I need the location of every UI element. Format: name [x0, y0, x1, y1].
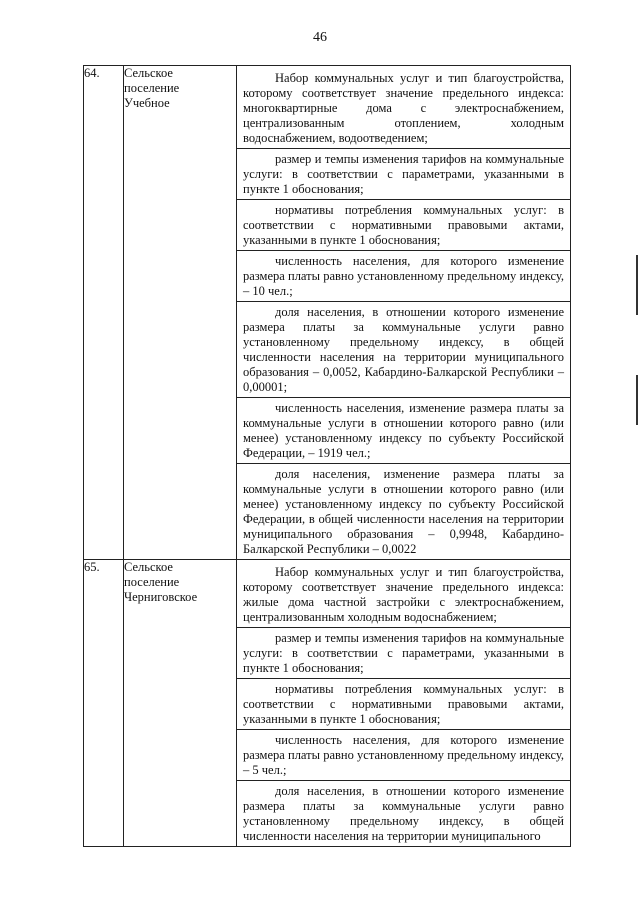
description-cell [237, 560, 571, 847]
settlement-name-line: поселение [124, 575, 180, 589]
settlement-name [124, 560, 237, 847]
row-number: 65. [84, 560, 124, 847]
settlement-name-line: Сельское [124, 66, 173, 80]
scan-edge-mark [636, 255, 638, 315]
settlement-name-line: Черниговское [124, 590, 198, 604]
description-paragraph: доля населения, в отношении которого изменение размера платы за коммунальные услуги равно установленному предельному индексу, в общей численности населения на территории муниципального [237, 780, 570, 846]
description-paragraph: нормативы потребления коммунальных услуг: в соответствии с нормативными правовыми актами, указанными в пункте 1 обоснования; [237, 199, 570, 250]
description-paragraph: Набор коммунальных услуг и тип благоустройства, которому соответствует значение предельного индекса: многоквартирные дома с электроснабжением, централизованным отоплением, холодным водоснабжением, водоотведением; [243, 71, 564, 145]
description-paragraph: размер и темпы изменения тарифов на коммунальные услуги: в соответствии с параметрами, указанными в пункте 1 обоснования; [237, 148, 570, 199]
settlement-name-line: Учебное [124, 96, 170, 110]
table-row [84, 560, 571, 847]
description-paragraph: численность населения, для которого изменение размера платы равно установленному предельному индексу, – 5 чел.; [237, 729, 570, 780]
scan-edge-mark [636, 375, 638, 425]
description-paragraph: нормативы потребления коммунальных услуг: в соответствии с нормативными правовыми актами, указанными в пункте 1 обоснования; [237, 678, 570, 729]
description-paragraph: размер и темпы изменения тарифов на коммунальные услуги: в соответствии с параметрами, указанными в пункте 1 обоснования; [237, 627, 570, 678]
description-paragraph: численность населения, изменение размера платы за коммунальные услуги в отношении которого равно (или менее) установленному индексу по субъекту Российской Федерации, – 1919 чел.; [237, 397, 570, 463]
description-paragraph: доля населения, изменение размера платы за коммунальные услуги в отношении которого равно (или менее) установленному индексу по субъекту Российской Федерации, в общей численности населения на территории муниципального образования – 0,9948, Кабардино-Балкарской Республики – 0,0022 [237, 463, 570, 559]
page-number: 46 [313, 30, 327, 45]
description-paragraph: Набор коммунальных услуг и тип благоустройства, которому соответствует значение предельного индекса: жилые дома частной застройки с электроснабжением, централизованным холодным водоснабжением; [243, 565, 564, 624]
row-number: 64. [84, 66, 124, 560]
settlement-name [124, 66, 237, 560]
description-paragraph: численность населения, для которого изменение размера платы равно установленному предельному индексу, – 10 чел.; [237, 250, 570, 301]
description-cell [237, 66, 571, 560]
description-paragraph: доля населения, в отношении которого изменение размера платы за коммунальные услуги равно установленному предельному индексу, в общей численности населения на территории муниципального образования – 0,0052, Кабардино-Балкарской Республики – 0,00001; [237, 301, 570, 397]
table-row [84, 66, 571, 560]
settlement-name-line: поселение [124, 81, 180, 95]
settlements-table [83, 65, 571, 847]
settlement-name-line: Сельское [124, 560, 173, 574]
